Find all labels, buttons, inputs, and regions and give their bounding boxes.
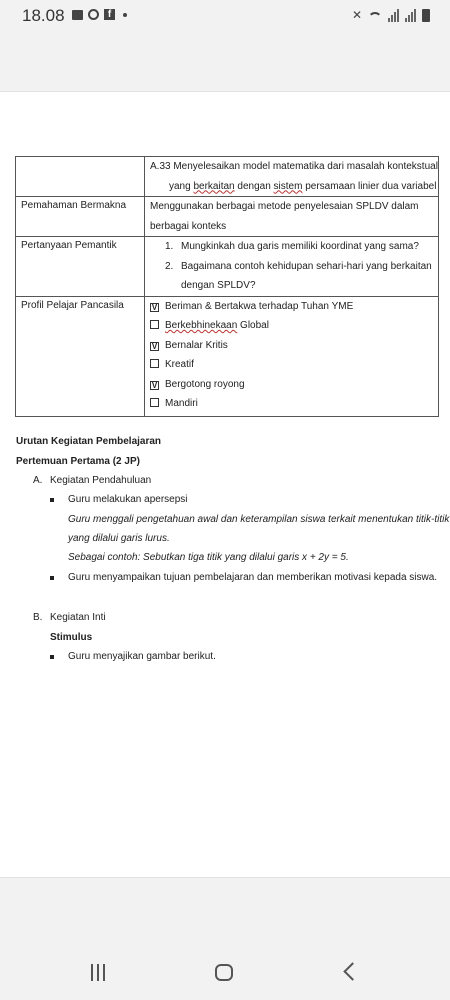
signal-2-icon [405,9,416,22]
paragraph-line: Sebagai contoh: Sebutkan tiga titik yang dilalui garis x + 2y = 5. [68,552,349,563]
subsection-title: Kegiatan Inti [50,612,106,623]
checkbox-checked-icon[interactable]: V [151,302,158,312]
document-page[interactable] [0,91,450,878]
profile-label: Bergotong royong [165,378,245,390]
section-title: Urutan Kegiatan Pembelajaran [16,436,162,447]
text-fragment: yang [169,180,194,192]
mute-icon: ✕ [351,8,362,22]
bullet-icon [50,655,54,659]
checkbox-empty-icon[interactable] [150,320,159,329]
pemahaman-line: berbagai konteks [150,220,227,232]
bullet-text: Guru menyajikan gambar berikut. [68,651,216,662]
bullet-icon [50,576,54,580]
question-text: dengan SPLDV? [181,280,256,291]
question-item-cont [145,276,438,296]
pertanyaan-cell [145,237,439,297]
list-marker: B. [33,612,43,623]
profile-item [145,375,438,395]
stimulus-heading: Stimulus [50,632,93,643]
profile-label: Bernalar Kritis [165,339,228,351]
paragraph-line: yang dilalui garis lurus. [68,533,170,544]
recents-button[interactable] [91,964,105,981]
meeting-title: Pertemuan Pertama (2 JP) [16,456,140,467]
table-row [16,237,439,297]
list-marker: A. [33,475,43,486]
spell-marked-word: Berkebhinekaan [165,320,238,331]
table-row [16,197,439,237]
table-label-empty [16,157,145,197]
question-text: Bagaimana contoh kehidupan sehari-hari yang berkaitan [181,260,432,272]
gallery-icon [72,10,83,20]
checkbox-checked-icon[interactable]: V [151,380,158,390]
profile-item [145,336,438,356]
question-number: 1. [165,241,174,252]
profile-label: Mandiri [165,398,198,409]
pemahaman-cell [145,197,439,237]
profile-item [145,316,438,336]
competency-cell [145,157,439,197]
profile-item [145,297,438,317]
signal-icon [388,9,399,22]
question-number: 2. [165,260,174,272]
pertanyaan-label: Pertanyaan Pemantik [16,237,145,297]
bullet-text: Guru melakukan apersepsi [68,494,188,505]
profile-item [145,394,438,414]
bullet-text: Guru menyampaikan tujuan pembelajaran dan memberikan motivasi kepada siswa. [68,572,438,583]
paragraph-line: Guru menggali pengetahuan awal dan keterampilan siswa terkait menentukan titik-titik [68,514,450,525]
pemahaman-label: Pemahaman Bermakna [16,197,145,237]
more-notifications-icon [123,13,127,17]
status-bar [0,0,450,30]
table-row [16,296,439,416]
chrome-icon [88,9,99,20]
navigation-bar [0,945,450,1000]
question-item [145,257,438,277]
home-button[interactable] [215,964,233,981]
profile-label: Global [237,320,269,331]
profile-label: Beriman & Bertakwa terhadap Tuhan YME [165,300,354,312]
profile-item [145,355,438,375]
back-button[interactable] [343,962,361,980]
text-fragment: dengan [234,180,274,192]
question-item [145,237,438,257]
wifi-icon [368,10,382,22]
checkbox-empty-icon[interactable] [150,398,159,407]
notification-icons [72,9,127,20]
facebook-icon: f [104,9,115,20]
profil-cell [145,296,439,416]
system-icons [352,8,430,22]
spell-marked-word: sistem [273,180,303,192]
bullet-icon [50,498,54,502]
checkbox-checked-icon[interactable]: V [151,341,158,351]
checkbox-empty-icon[interactable] [150,359,159,368]
competency-line-1: A.33 Menyelesaikan model matematika dari masalah kontekstual [150,161,438,172]
table-row [16,157,439,197]
subsection-title: Kegiatan Pendahuluan [50,475,152,486]
profil-label: Profil Pelajar Pancasila [16,296,145,416]
competency-line-2 [145,177,438,197]
status-time: 18.08 [22,6,65,25]
pemahaman-line: Menggunakan berbagai metode penyelesaian SPLDV dalam [150,201,419,212]
battery-icon [422,9,430,22]
question-text: Mungkinkah dua garis memiliki koordinat yang sama? [181,241,419,252]
text-fragment: persamaan linier dua variabel [302,180,437,192]
learning-info-table [15,156,439,417]
profile-label: Kreatif [165,359,194,370]
spell-marked-word: berkaitan [193,180,235,192]
